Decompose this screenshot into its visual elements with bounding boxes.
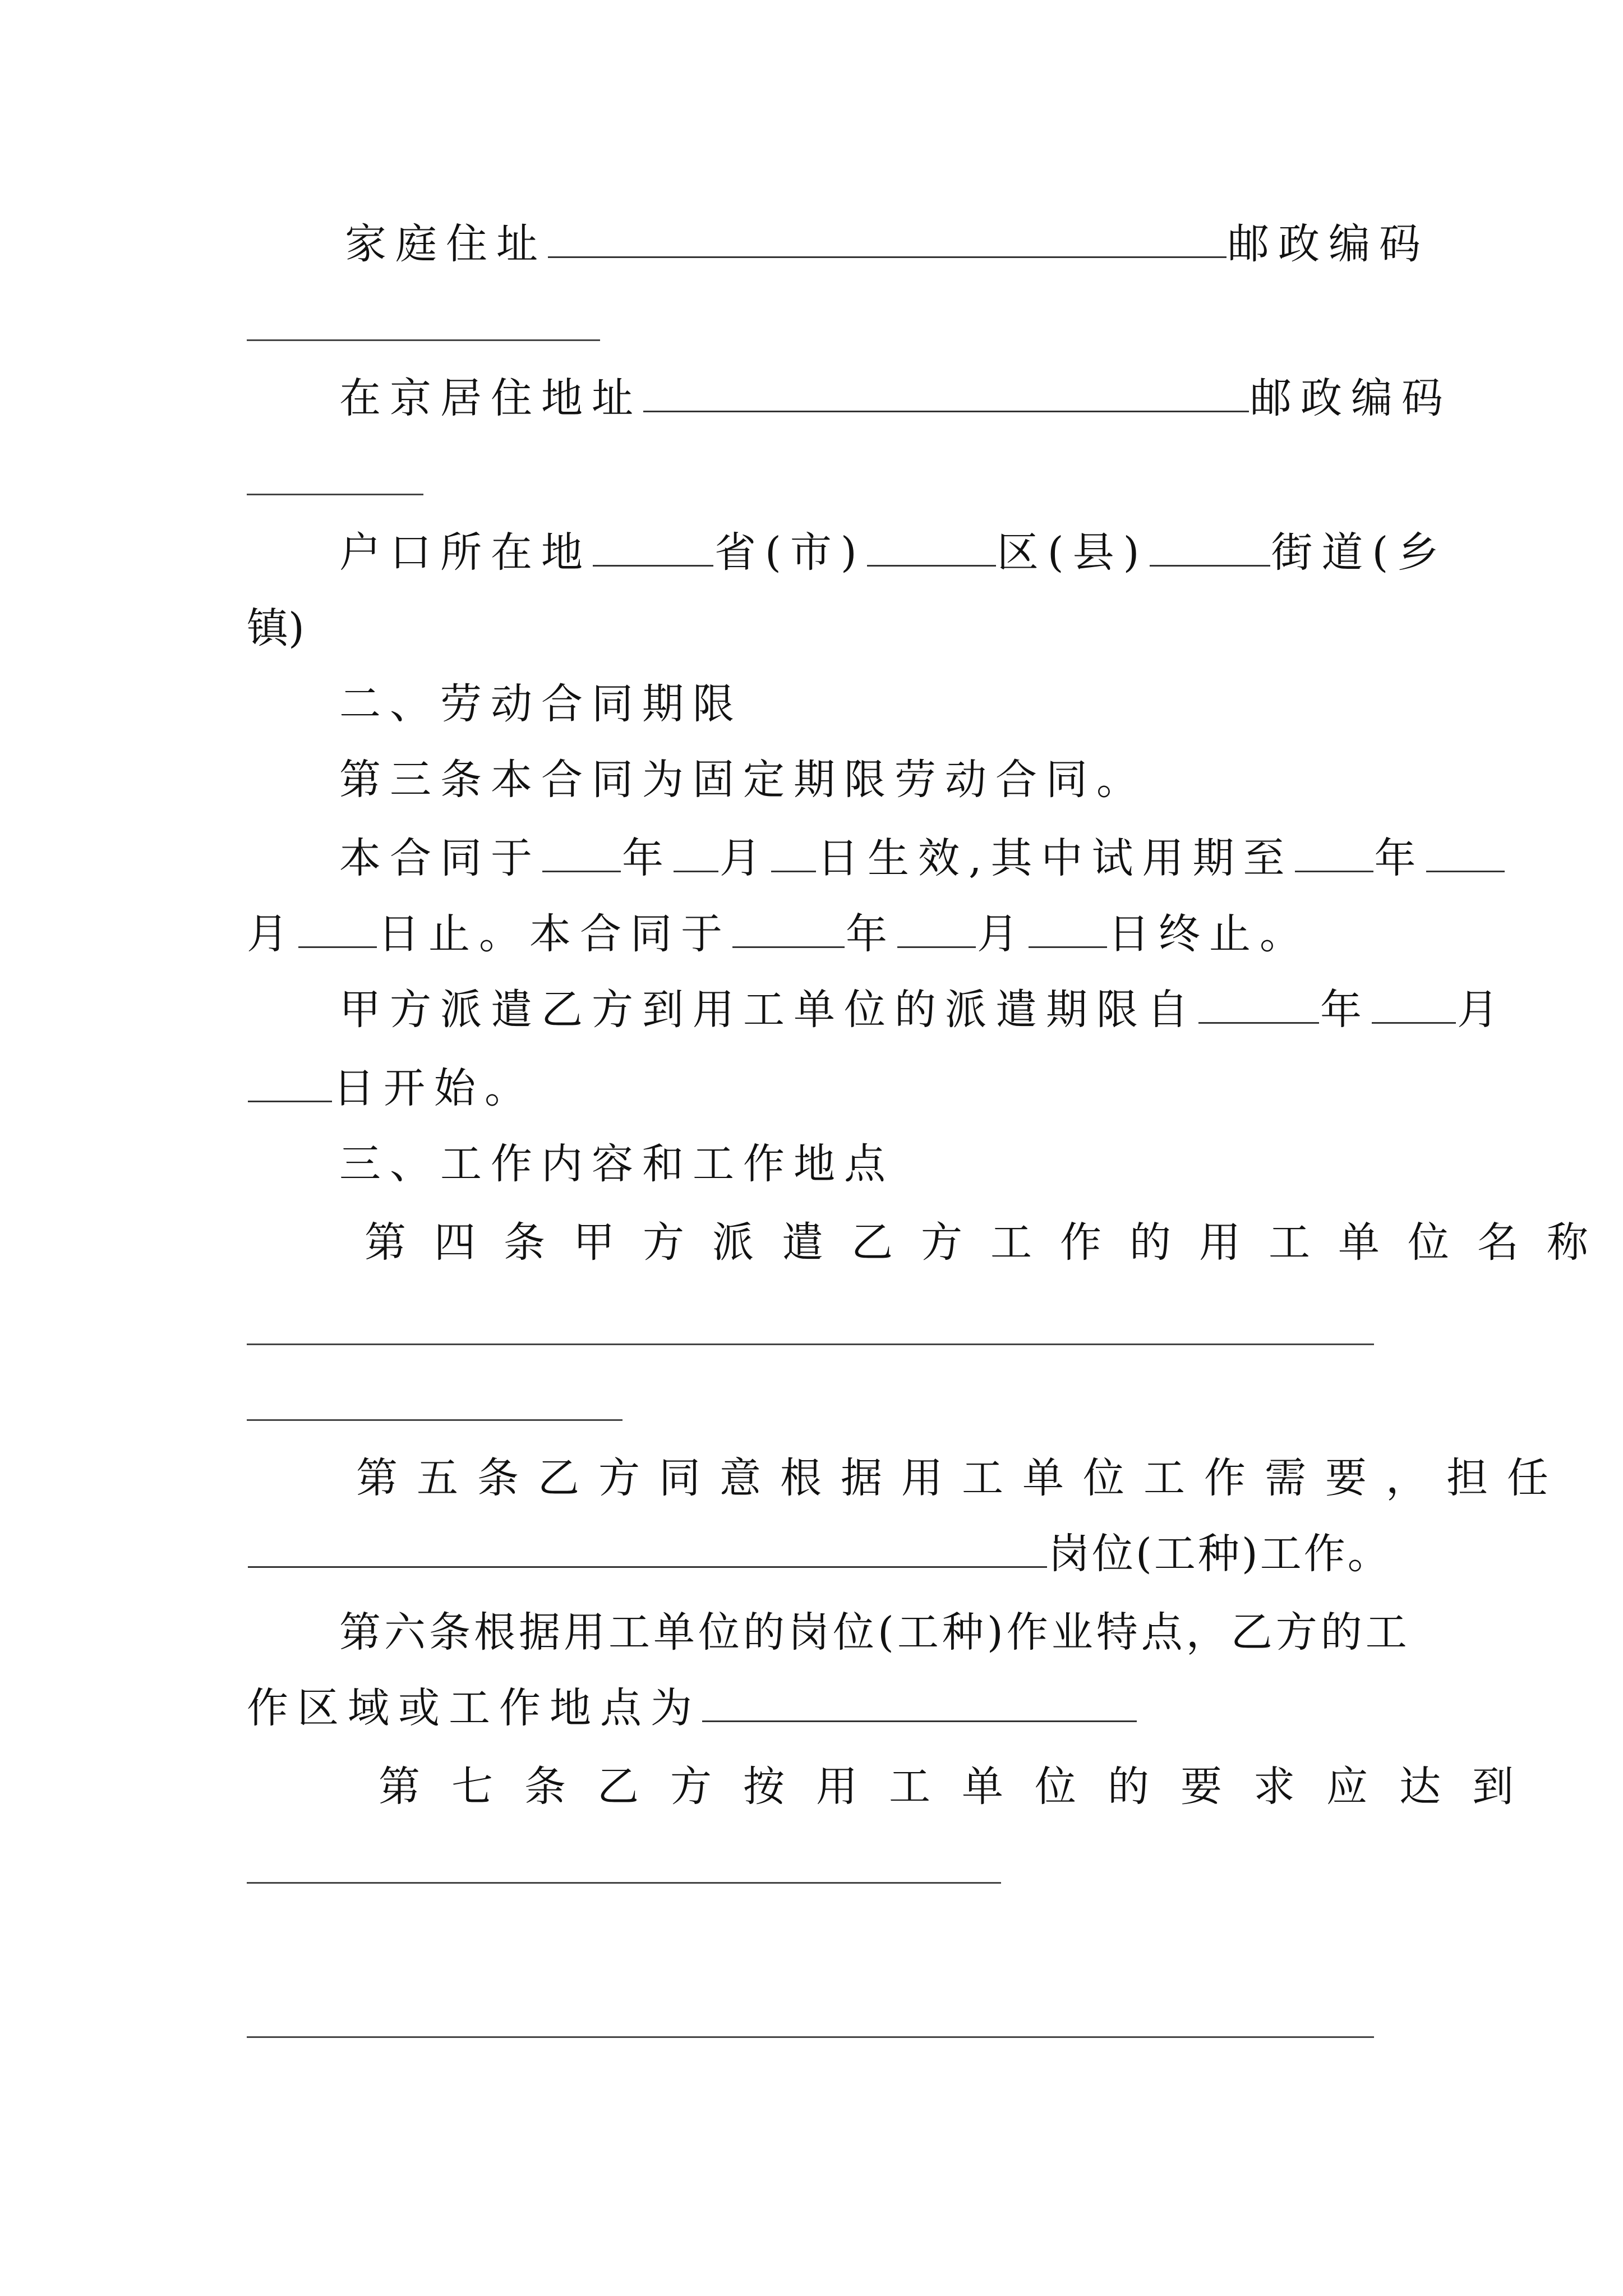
- employer-name-blank-1: [247, 1343, 1374, 1345]
- dispatch-start-line: 日开始。: [247, 1057, 535, 1119]
- postcode-blank-2: [247, 494, 423, 495]
- dispatch-year-blank: [1198, 1022, 1319, 1024]
- hukou-label: 户口所在地: [339, 528, 592, 577]
- article-6-line-1: 第六条根据用工单位的岗位(工种)作业特点，乙方的工: [339, 1608, 1410, 1657]
- postcode-blank-1: [247, 339, 600, 341]
- dispatch-period-line: 甲方派遣乙方到用工单位的派遣期限自 年 月: [339, 986, 1507, 1034]
- home-address-line: [345, 213, 1430, 275]
- eff-month-blank: [674, 871, 718, 872]
- postcode-label-1: 邮政编码: [1228, 220, 1430, 268]
- eff-year-blank: [542, 871, 621, 872]
- section-3-heading: 三、工作内容和工作地点: [339, 1140, 895, 1188]
- termination-date-line: 月 日止。本合同于 年 月 日终止。: [247, 910, 1310, 958]
- district-blank: [867, 565, 996, 567]
- district-label: 区(县): [997, 528, 1149, 577]
- employer-name-blank-2: [247, 1419, 623, 1421]
- dispatch-day-blank: [248, 1101, 332, 1102]
- trial-day-blank: [298, 946, 377, 948]
- work-location-blank: [702, 1720, 1137, 1722]
- requirement-blank-2: [247, 2036, 1374, 2038]
- postcode-label-2: 邮政编码: [1250, 374, 1452, 422]
- home-address-label: 家庭住址: [345, 220, 547, 268]
- bj-address-blank: [643, 411, 1249, 412]
- bj-address-label: 在京居住地址: [339, 374, 642, 422]
- hukou-line: [339, 522, 1447, 583]
- requirement-blank-1: [247, 1882, 1001, 1884]
- article-7: 第七条乙方按用工单位的要求应达到: [379, 1763, 1545, 1811]
- article-5: 第五条乙方同意根据用工单位工作需要，担任: [356, 1454, 1567, 1502]
- home-address-blank: [548, 256, 1227, 258]
- street-blank: [1150, 565, 1270, 567]
- end-year-blank: [732, 946, 845, 948]
- province-label: 省(市): [714, 528, 866, 577]
- province-blank: [593, 565, 713, 567]
- effective-date-line: 本合同于 年 月 日生效,其中试用期至 年: [339, 827, 1506, 889]
- trial-month-blank-a: [1426, 871, 1505, 872]
- end-day-blank: [1029, 946, 1107, 948]
- end-month-blank: [897, 946, 976, 948]
- article-6-line-2: 作区域或工作地点为: [247, 1677, 1138, 1739]
- section-2-heading: 二、劳动合同期限: [339, 680, 743, 728]
- article-4: 第四条甲方派遣乙方工作的用工单位名称: [365, 1218, 1616, 1267]
- trial-year-blank: [1295, 871, 1373, 872]
- eff-day-blank: [771, 871, 816, 872]
- position-blank: [248, 1566, 1047, 1568]
- article-5-position-line: 岗位(工种)工作。: [247, 1523, 1391, 1585]
- dispatch-month-blank: [1372, 1022, 1456, 1024]
- town-line: [247, 597, 305, 659]
- article-3: 第三条本合同为固定期限劳动合同。: [339, 756, 1147, 804]
- street-label: 街道(乡: [1271, 528, 1448, 577]
- bj-address-line: [339, 367, 1452, 429]
- town-label: 镇): [247, 604, 305, 652]
